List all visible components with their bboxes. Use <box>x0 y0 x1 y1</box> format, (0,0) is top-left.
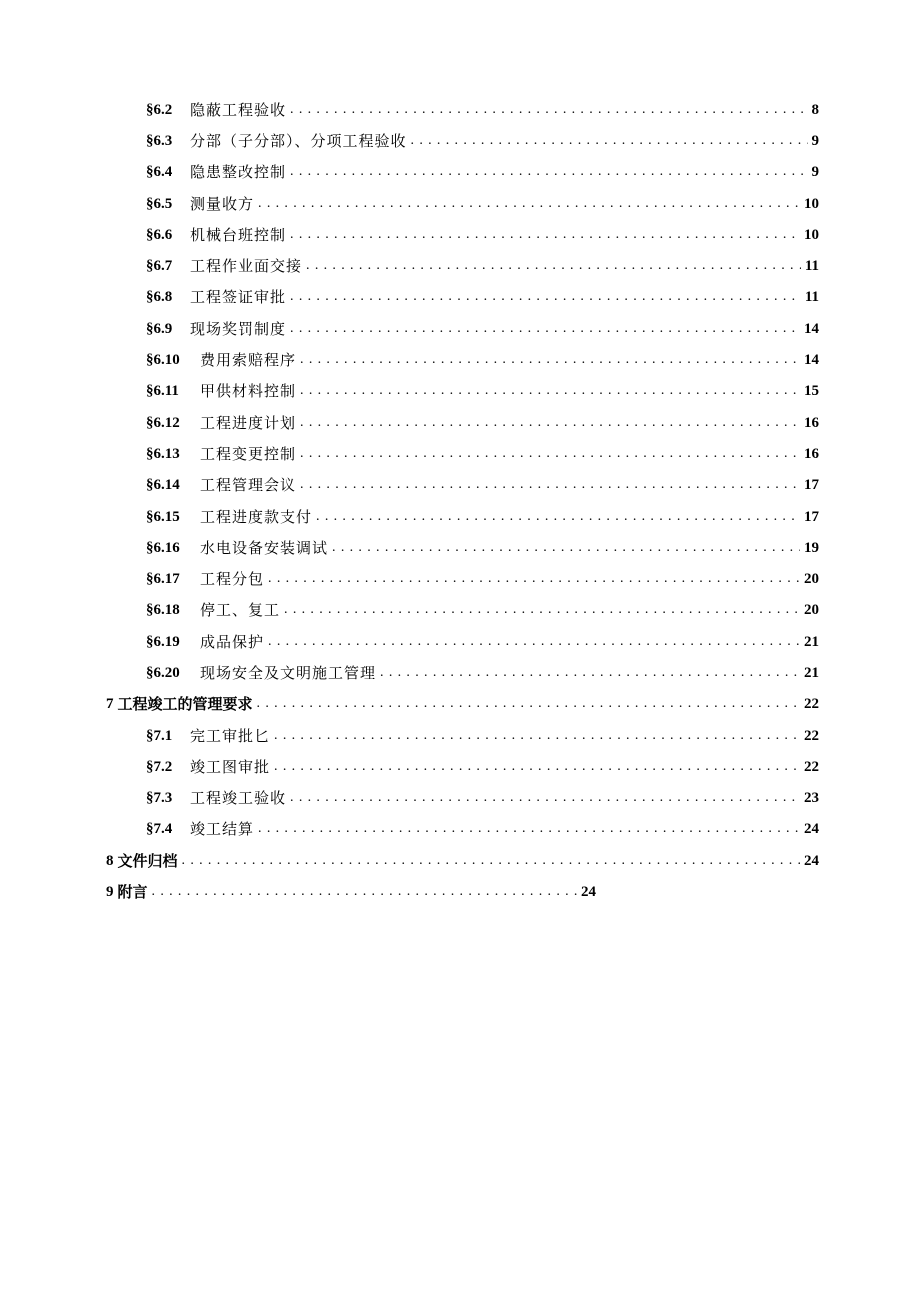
toc-page-number: 21 <box>804 633 819 650</box>
toc-entry-6-19[interactable] <box>0 626 819 657</box>
toc-number: 8 <box>106 852 114 869</box>
toc-page-number: 20 <box>804 571 819 588</box>
toc-number: §6.11 <box>146 383 179 400</box>
toc-leader-dots <box>411 131 808 151</box>
toc-page-number: 21 <box>804 664 819 681</box>
toc-number: §7.2 <box>146 758 173 775</box>
toc-title: 成品保护 <box>200 632 265 651</box>
toc-page-number: 11 <box>804 258 819 275</box>
toc-leader-dots <box>300 381 800 401</box>
toc-number: §6.8 <box>146 289 173 306</box>
toc-number: 7 <box>106 696 114 713</box>
table-of-contents <box>0 94 920 908</box>
toc-page-number: 11 <box>804 289 819 306</box>
toc-title: 工程变更控制 <box>200 444 297 463</box>
toc-entry-6-9[interactable] <box>0 313 819 344</box>
toc-entry-9[interactable] <box>0 876 596 907</box>
toc-page-number: 10 <box>804 195 819 212</box>
toc-entry-6-15[interactable] <box>0 501 819 532</box>
toc-leader-dots <box>258 194 800 214</box>
toc-title: 隐蔽工程验收 <box>190 100 287 119</box>
toc-leader-dots <box>290 788 800 808</box>
toc-title: 工程进度计划 <box>200 413 297 432</box>
toc-title: 竣工图审批 <box>190 757 271 776</box>
toc-leader-dots <box>300 475 800 495</box>
toc-title: 竣工结算 <box>190 820 255 839</box>
toc-title: 机械台班控制 <box>190 225 287 244</box>
toc-title: 费用索赔程序 <box>200 351 297 370</box>
toc-leader-dots <box>258 819 800 839</box>
toc-page-number: 22 <box>804 727 819 744</box>
toc-page-number: 16 <box>804 445 819 462</box>
toc-page-number: 24 <box>804 821 819 838</box>
toc-page-number: 24 <box>804 852 819 869</box>
toc-leader-dots <box>268 632 800 652</box>
toc-entry-6-2[interactable] <box>0 94 819 125</box>
toc-leader-dots <box>182 851 800 871</box>
toc-page-number: 16 <box>804 414 819 431</box>
toc-title: 停工、复工 <box>200 601 281 620</box>
toc-number: §6.18 <box>146 602 180 619</box>
toc-page-number: 17 <box>804 477 819 494</box>
toc-leader-dots <box>290 100 807 120</box>
toc-entry-6-11[interactable] <box>0 376 819 407</box>
toc-page-number: 20 <box>804 602 819 619</box>
toc-leader-dots <box>290 225 800 245</box>
toc-entry-6-5[interactable] <box>0 188 819 219</box>
toc-entry-7-3[interactable] <box>0 783 819 814</box>
toc-number: §6.4 <box>146 164 173 181</box>
toc-title: 工程作业面交接 <box>190 257 303 276</box>
toc-entry-6-8[interactable] <box>0 282 819 313</box>
toc-leader-dots <box>300 413 800 433</box>
toc-leader-dots <box>274 726 800 746</box>
toc-leader-dots <box>284 600 800 620</box>
toc-page-number: 19 <box>804 539 819 556</box>
toc-title: 水电设备安装调试 <box>200 538 329 557</box>
toc-leader-dots <box>300 444 800 464</box>
toc-page-number: 17 <box>804 508 819 525</box>
toc-number: §6.9 <box>146 320 173 337</box>
toc-number: §6.13 <box>146 445 180 462</box>
toc-leader-dots <box>257 694 800 714</box>
toc-entry-8[interactable] <box>0 845 819 876</box>
toc-title: 隐患整改控制 <box>190 163 287 182</box>
toc-title: 分部（子分部）、分项工程验收 <box>190 131 407 150</box>
toc-title: 工程分包 <box>200 570 265 589</box>
toc-title: 甲供材料控制 <box>200 382 297 401</box>
toc-entry-6-20[interactable] <box>0 657 819 688</box>
toc-leader-dots <box>268 569 800 589</box>
toc-number: §6.19 <box>146 633 180 650</box>
toc-number: §6.7 <box>146 258 173 275</box>
toc-page-number: 14 <box>804 320 819 337</box>
toc-leader-dots <box>332 538 800 558</box>
toc-entry-7-2[interactable] <box>0 751 819 782</box>
toc-page-number: 8 <box>811 101 819 118</box>
toc-entry-6-4[interactable] <box>0 157 819 188</box>
toc-number: §7.1 <box>146 727 173 744</box>
toc-title: 测量收方 <box>190 194 255 213</box>
toc-title: 附言 <box>117 883 148 902</box>
toc-number: 9 <box>106 884 114 901</box>
toc-page-number: 15 <box>804 383 819 400</box>
toc-leader-dots <box>274 757 800 777</box>
toc-number: §6.6 <box>146 226 173 243</box>
toc-number: §7.4 <box>146 821 173 838</box>
toc-leader-dots <box>290 162 807 182</box>
toc-page-number: 10 <box>804 226 819 243</box>
toc-number: §6.3 <box>146 132 173 149</box>
toc-number: §6.15 <box>146 508 180 525</box>
toc-entry-6-14[interactable] <box>0 470 819 501</box>
toc-leader-dots <box>290 319 800 339</box>
toc-page-number: 22 <box>804 696 819 713</box>
toc-entry-6-6[interactable] <box>0 219 819 250</box>
toc-leader-dots <box>316 507 800 527</box>
toc-entry-6-16[interactable] <box>0 532 819 563</box>
toc-entry-6-3[interactable] <box>0 125 819 156</box>
toc-number: §6.12 <box>146 414 180 431</box>
toc-entry-6-10[interactable] <box>0 344 819 375</box>
toc-entry-6-18[interactable] <box>0 595 819 626</box>
toc-title: 工程签证审批 <box>190 288 287 307</box>
toc-page-number: 14 <box>804 352 819 369</box>
toc-entry-7[interactable] <box>0 689 819 720</box>
toc-title: 工程竣工的管理要求 <box>117 695 253 714</box>
toc-entry-6-7[interactable] <box>0 250 819 281</box>
toc-leader-dots <box>152 882 577 902</box>
toc-number: §6.10 <box>146 352 180 369</box>
toc-page-number: 23 <box>804 790 819 807</box>
toc-page-number: 9 <box>811 164 819 181</box>
toc-title: 工程竣工验收 <box>190 789 287 808</box>
toc-leader-dots <box>290 287 801 307</box>
toc-page-number: 22 <box>804 758 819 775</box>
toc-title: 文件归档 <box>117 851 178 870</box>
toc-leader-dots <box>380 663 800 683</box>
toc-leader-dots <box>300 350 800 370</box>
toc-title: 工程管理会议 <box>200 476 297 495</box>
toc-entry-7-1[interactable] <box>0 720 819 751</box>
toc-title: 现场奖罚制度 <box>190 319 287 338</box>
toc-title: 工程进度款支付 <box>200 507 313 526</box>
toc-number: §6.16 <box>146 539 180 556</box>
toc-entry-6-17[interactable] <box>0 563 819 594</box>
toc-number: §6.20 <box>146 664 180 681</box>
toc-number: §6.14 <box>146 477 180 494</box>
toc-number: §7.3 <box>146 790 173 807</box>
toc-number: §6.17 <box>146 571 180 588</box>
toc-page-number: 9 <box>811 132 819 149</box>
toc-entry-7-4[interactable] <box>0 814 819 845</box>
toc-entry-6-13[interactable] <box>0 438 819 469</box>
toc-entry-6-12[interactable] <box>0 407 819 438</box>
toc-title: 现场安全及文明施工管理 <box>200 663 377 682</box>
toc-page-number: 24 <box>581 884 596 901</box>
toc-title: 完工审批匕 <box>190 726 271 745</box>
toc-leader-dots <box>306 256 801 276</box>
toc-number: §6.5 <box>146 195 173 212</box>
toc-number: §6.2 <box>146 101 173 118</box>
